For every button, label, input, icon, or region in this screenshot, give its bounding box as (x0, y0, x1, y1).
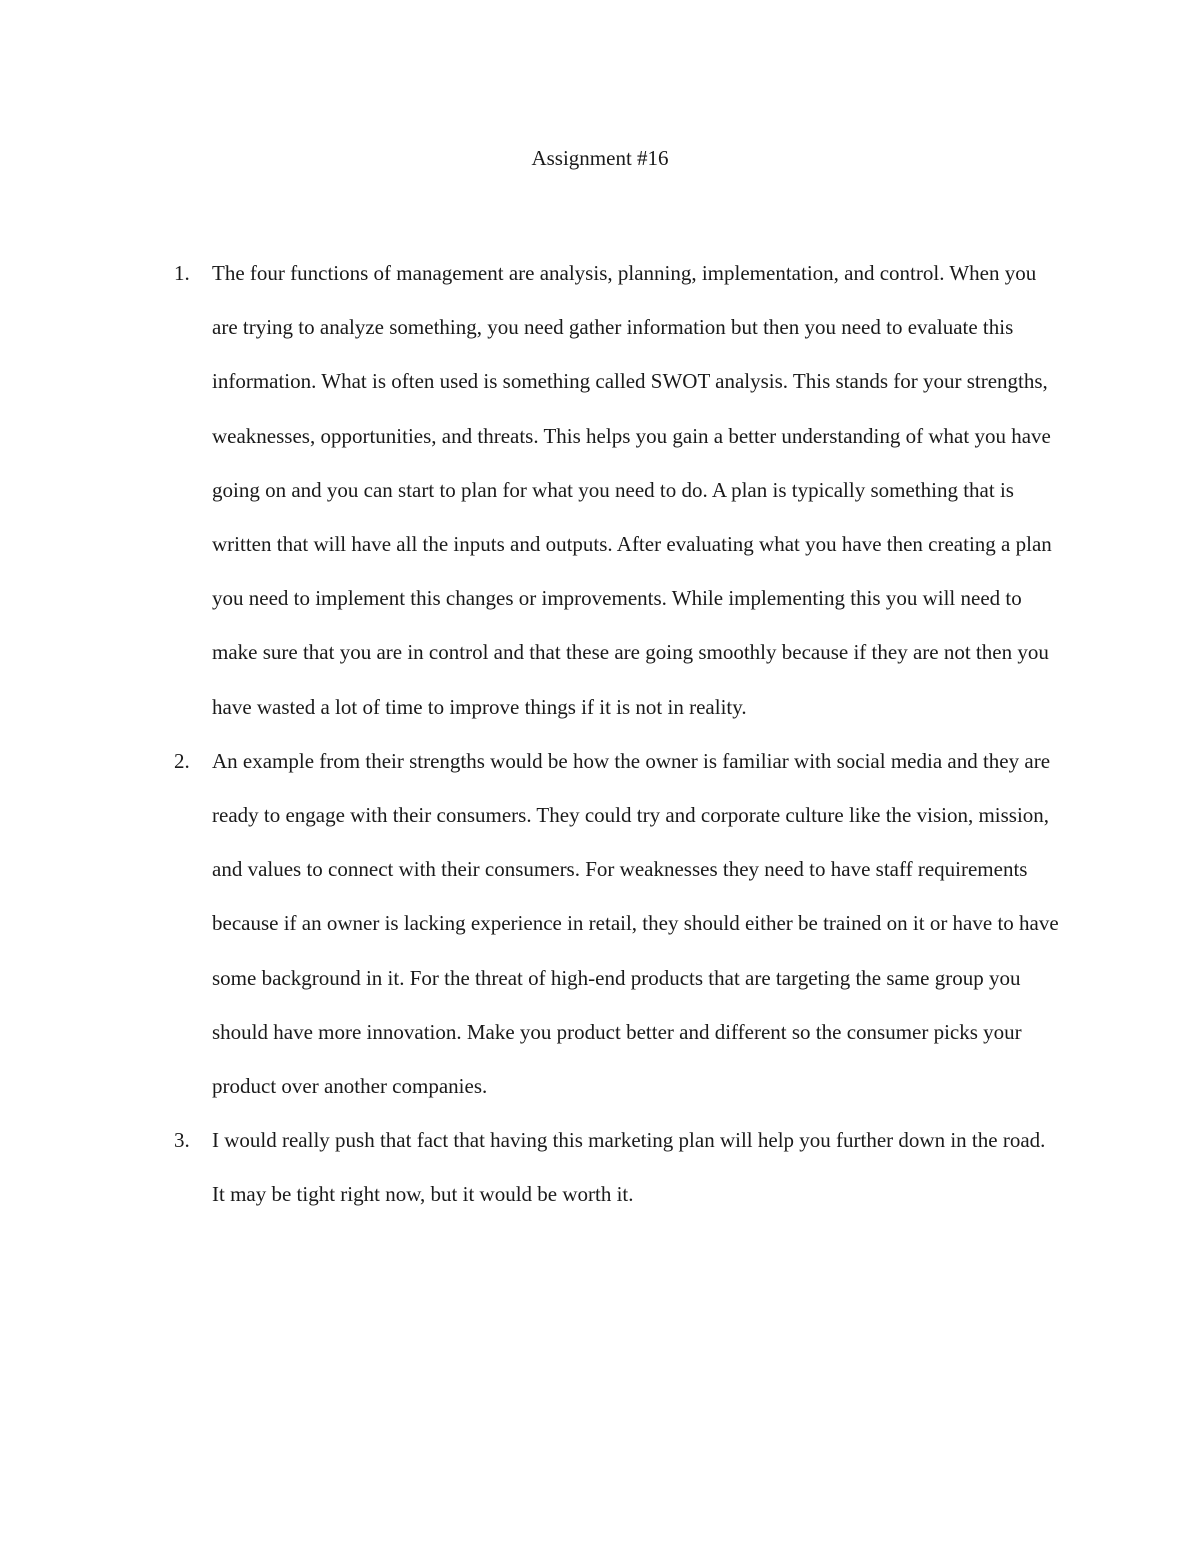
answer-list (150, 246, 1060, 1222)
answer-item-2 (150, 734, 1060, 1113)
answer-item-3 (150, 1113, 1060, 1221)
list-number: 2. (174, 748, 190, 773)
answer-text: An example from their strengths would be how the owner is familiar with social media and they are ready to engage with their consumers. They could try and corporate culture like the vision, mission, and values to connect with their consumers. For weaknesses they need to have staff requirements because if an owner is lacking experience in retail, they should either be trained on it or have to have some background in it. For the threat of high-end products that are targeting the same group you should have more innovation. Make you product better and different so the consumer picks your product over another companies. (212, 748, 1059, 1099)
answer-item-1 (150, 246, 1060, 734)
answer-text: I would really push that fact that having this marketing plan will help you further down in the road. It may be tight right now, but it would be worth it. (212, 1128, 1046, 1207)
list-number: 3. (174, 1128, 190, 1153)
document-title: Assignment #16 (531, 146, 669, 170)
answer-text: The four functions of management are analysis, planning, implementation, and control. When you are trying to analyze something, you need gather information but then you need to evaluate this information. What is often used is something called SWOT analysis. This stands for your strengths, weaknesses, opportunities, and threats. This helps you gain a better understanding of what you have going on and you can start to plan for what you need to do. A plan is typically something that is written that will have all the inputs and outputs. After evaluating what you have then creating a plan you need to implement this changes or improvements. While implementing this you will need to make sure that you are in control and that these are going smoothly because if they are not then you have wasted a lot of time to improve things if it is not in reality. (212, 261, 1052, 719)
list-number: 1. (174, 261, 190, 285)
